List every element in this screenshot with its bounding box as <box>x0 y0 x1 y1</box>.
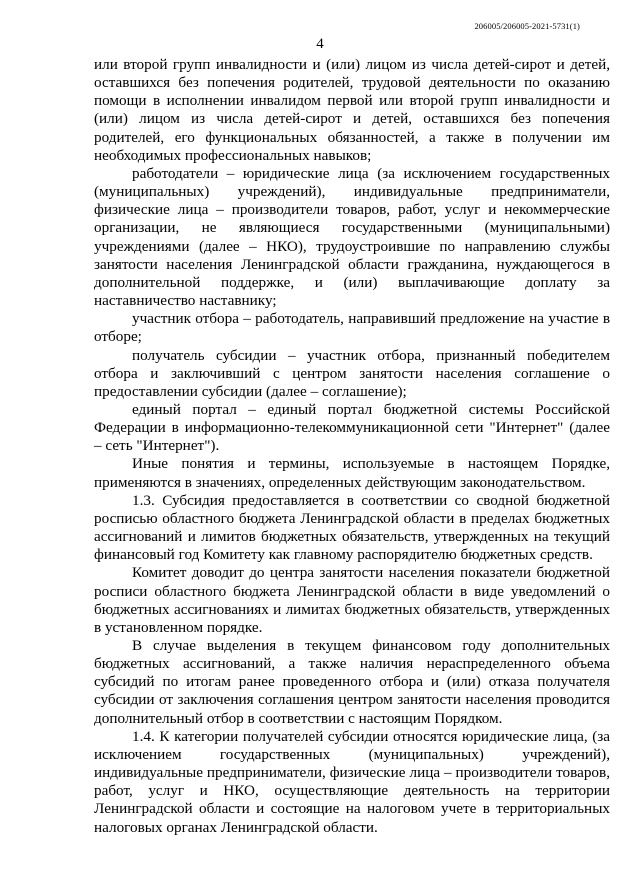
paragraph-other-terms: Иные понятия и термины, используемые в настоящем Порядке, применяются в значениях, определенных действующим законодательством. <box>94 455 610 491</box>
paragraph-1-4: 1.4. К категории получателей субсидии относятся юридические лица, (за исключением государственных (муниципальных) учреждений), индивидуальные предприниматели, физические лица – производители товаров, работ, услуг и НКО, осуществляющие деятельность на территории Ленинградской области и состоящие на налоговом учете в территориальных налоговых органах Ленинградской области. <box>94 727 610 836</box>
page-number: 4 <box>316 36 324 52</box>
paragraph-portal-definition: единый портал – единый портал бюджетной системы Российской Федерации в информационно-телекоммуникационной сети "Интернет" (далее – сеть "Интернет"). <box>94 400 610 455</box>
paragraph-committee-notice: Комитет доводит до центра занятости населения показатели бюджетной росписи областного бюджета Ленинградской области в виде уведомлений о бюджетных ассигнованиях и лимитах бюджетных обязательств, утвержденных в установленном порядке. <box>94 564 610 636</box>
paragraph-recipient-definition: получатель субсидии – участник отбора, признанный победителем отбора и заключивший с центром занятости населения соглашение о предоставлении субсидии (далее – соглашение); <box>94 346 610 400</box>
paragraph-1-3: 1.3. Субсидия предоставляется в соответствии со сводной бюджетной росписью областного бюджета Ленинградской области в пределах бюджетных ассигнований и лимитов бюджетных обязательств, утвержденных на текущий финансовый год Комитету как главному распорядителю бюджетных средств. <box>94 491 610 564</box>
paragraph-additional-selection: В случае выделения в текущем финансовом году дополнительных бюджетных ассигнований, а также наличия нераспределенного объема субсидий по итогам ранее проведенного отбора и (или) отказа получателя субсидии от заключения соглашения центром занятости населения проводится дополнительный отбор в соответствии с настоящим Порядком. <box>94 637 610 727</box>
paragraph-employers-definition: работодатели – юридические лица (за исключением государственных (муниципальных) учреждений), индивидуальные предприниматели, физические лица – производители товаров, работ, услуг и некоммерческие организации, не являющиеся государственными (муниципальными) учреждениями (далее – НКО), трудоустроившие по направлению службы занятости населения Ленинградской области гражданина, нуждающегося в дополнительной поддержке, и (или) выплачивающие доплату за наставничество наставнику; <box>94 164 610 310</box>
document-body <box>94 56 610 837</box>
document-id: 206005/206005-2021-5731(1) <box>474 21 580 31</box>
paragraph-participant-definition: участник отбора – работодатель, направивший предложение на участие в отборе; <box>94 310 610 346</box>
paragraph-continuation: или второй групп инвалидности и (или) лицом из числа детей-сирот и детей, оставшихся без попечения родителей, трудовой деятельности по оказанию помощи в исполнении инвалидом первой или второй групп инвалидности и (или) лицом из числа детей-сирот и детей, оставшихся без попечения родителей, его функциональных обязанностей, а также в получении им необходимых профессиональных навыков; <box>94 56 610 164</box>
